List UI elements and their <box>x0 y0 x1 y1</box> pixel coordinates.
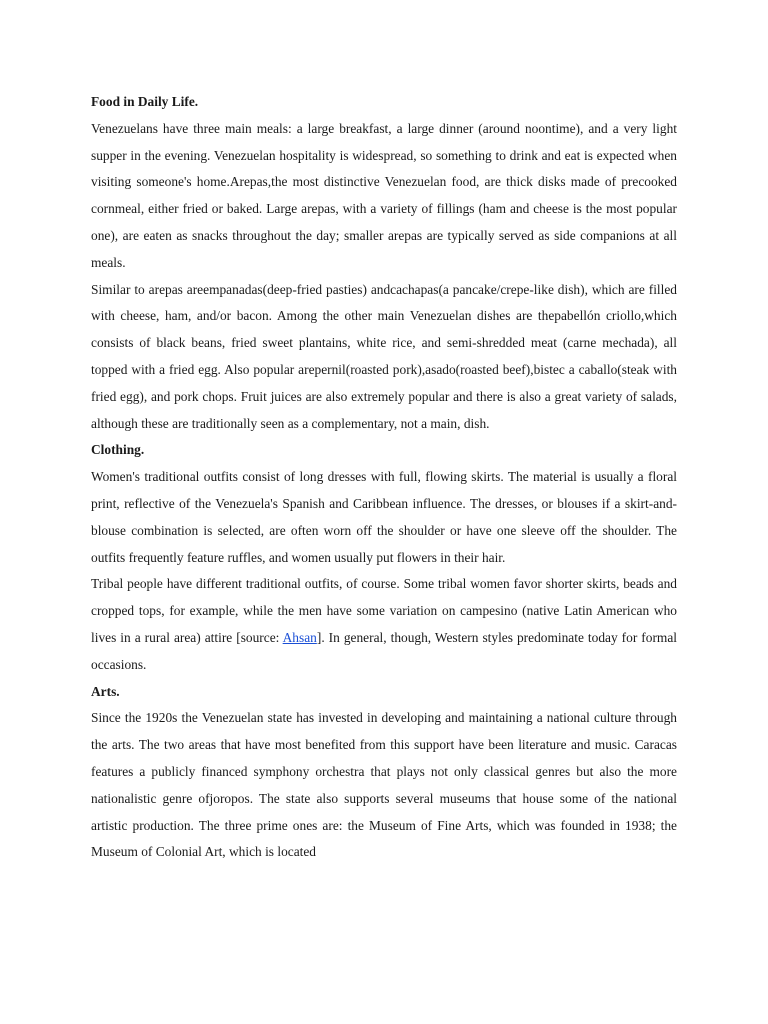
source-link-ahsan[interactable]: Ahsan <box>282 629 317 645</box>
paragraph-clothing-2-text-before: Tribal people have different traditional outfits, of course. Some tribal women favor shorter skirts, beads and cropped tops, for example, while the men have some variation on campesino (native Latin American who lives in a rural area) attire [source: <box>91 576 677 645</box>
paragraph-food-1: Venezuelans have three main meals: a large breakfast, a large dinner (around noontime), and a very light supper in the evening. Venezuelan hospitality is widespread, so something to drink and eat is expected when visiting someone's home.Arepas,the most distinctive Venezuelan food, are thick disks made of precooked cornmeal, either fried or baked. Large arepas, with a variety of fillings (ham and cheese is the most popular one), are eaten as snacks throughout the day; smaller arepas are typically served as side companions at all meals. <box>91 120 677 270</box>
paragraph-clothing-2 <box>91 571 677 678</box>
heading-food: Food in Daily Life. <box>91 94 199 109</box>
heading-clothing: Clothing. <box>91 442 145 458</box>
paragraph-clothing-2-text-after: ]. In general, though, Western styles predominate today for formal occasions. <box>91 629 677 672</box>
document-page <box>91 89 677 866</box>
paragraph-clothing-1: Women's traditional outfits consist of long dresses with full, flowing skirts. The material is usually a floral print, reflective of the Venezuela's Spanish and Caribbean influence. The dresses, or blouses if a skirt-and-blouse combination is selected, are often worn off the shoulder or have one sleeve off the shoulder. The outfits frequently feature ruffles, and women usually put flowers in their hair. <box>91 469 677 565</box>
paragraph-arts-1: Since the 1920s the Venezuelan state has invested in developing and maintaining a national culture through the arts. The two areas that have most benefited from this support have been literature and music. Caracas features a publicly financed symphony orchestra that plays not only classical genres but also the more nationalistic genre ofjoropos. The state also supports several museums that house some of the national artistic production. The three prime ones are: the Museum of Fine Arts, which was founded in 1938; the Museum of Colonial Art, which is located <box>91 710 677 860</box>
heading-arts: Arts. <box>91 683 120 699</box>
paragraph-food-2: Similar to arepas areempanadas(deep-fried pasties) andcachapas(a pancake/crepe-like dish), which are filled with cheese, ham, and/or bacon. Among the other main Venezuelan dishes are thepabellón criollo,which consists of black beans, fried sweet plantains, white rice, and semi-shredded meat (carne mechada), all topped with a fried egg. Also popular arepernil(roasted pork),asado(roasted beef),bistec a caballo(steak with fried egg), and pork chops. Fruit juices are also extremely popular and there is also a great variety of salads, although these are traditionally seen as a complementary, not a main, dish. <box>91 281 677 431</box>
